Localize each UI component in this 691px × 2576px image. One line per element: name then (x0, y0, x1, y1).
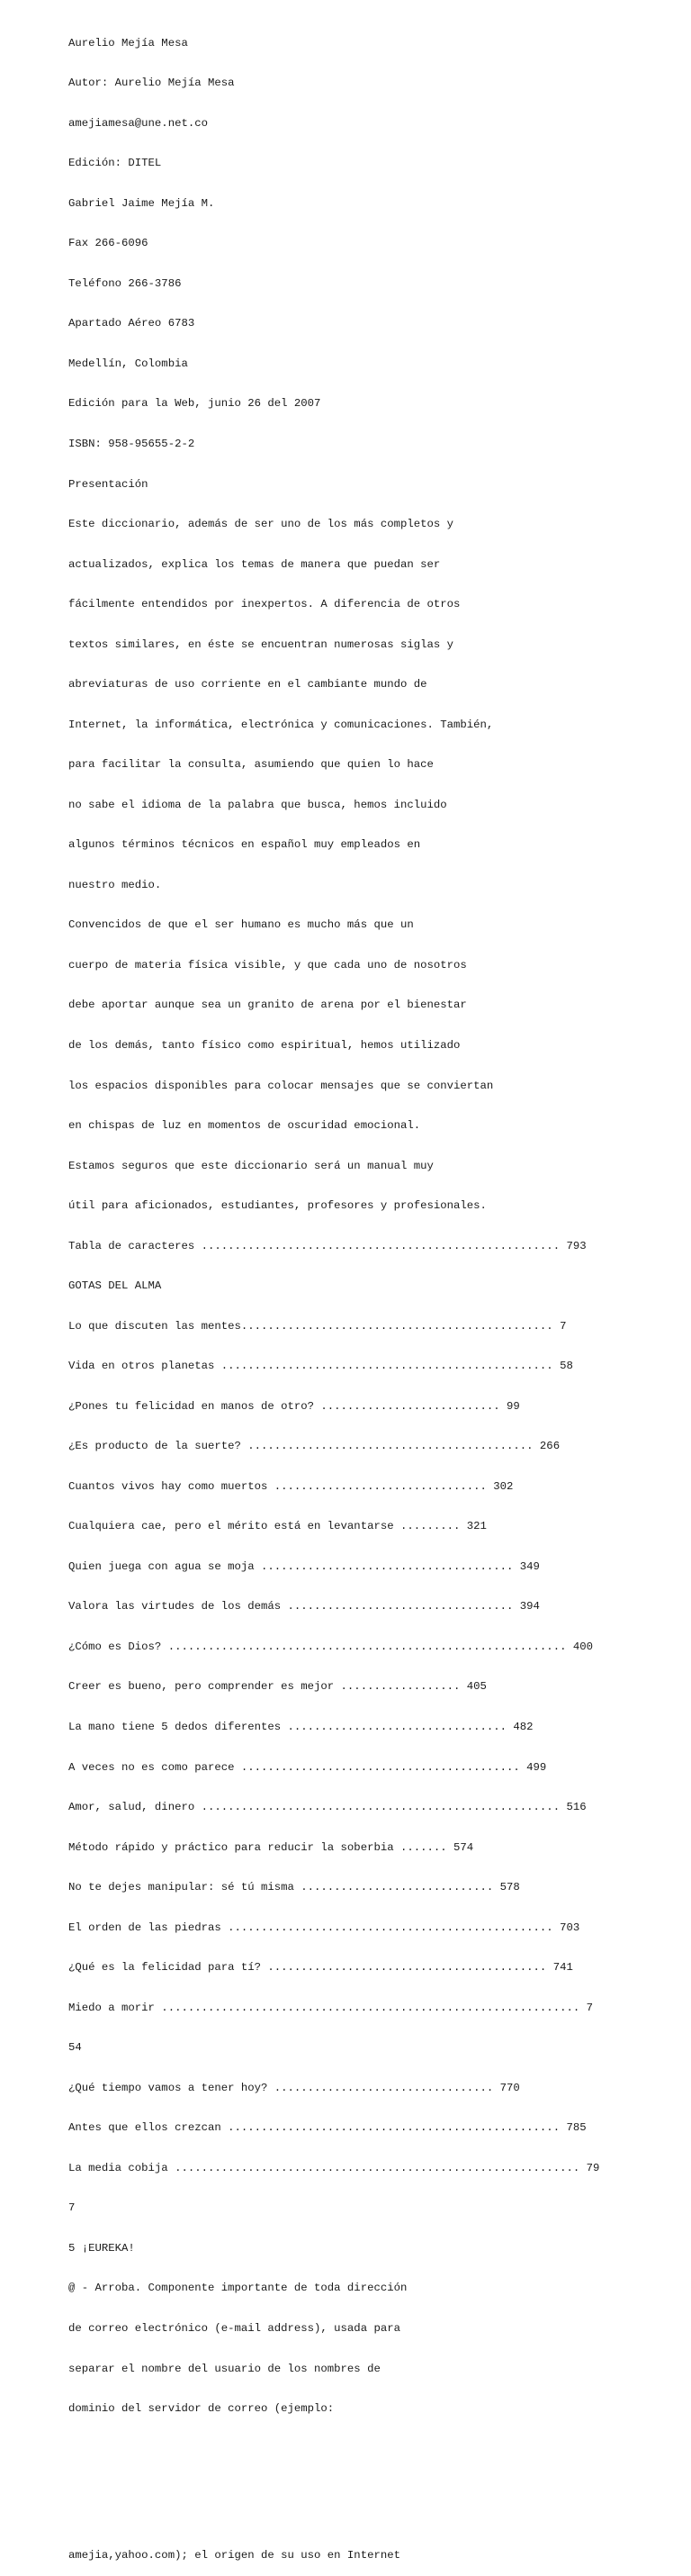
presentation-paragraph-line: de los demás, tanto físico como espiritual, hemos utilizado (68, 1038, 461, 1052)
toc-entry: Cuantos vivos hay como muertos ................................ 302 (68, 1479, 514, 1493)
toc-entry: El orden de las piedras ................................................. 703 (68, 1921, 580, 1934)
toc-entry: Quien juega con agua se moja ...................................... 349 (68, 1559, 540, 1573)
blank-gap (68, 2443, 680, 2523)
toc-entry: ¿Cómo es Dios? ............................................................ 400 (68, 1640, 593, 1653)
presentation-paragraph-line: debe aportar aunque sea un granito de arena por el bienestar (68, 999, 467, 1012)
presentation-paragraph-line: nuestro medio. (68, 878, 162, 891)
section-heading-gotas-del-alma: GOTAS DEL ALMA (68, 1279, 162, 1293)
edition-publisher: Edición: DITEL (68, 157, 162, 170)
presentation-paragraph-line: actualizados, explica los temas de manera que puedan ser (68, 557, 441, 571)
toc-entry: Antes que ellos crezcan .................................................. 785 (68, 2121, 587, 2135)
presentation-paragraph-line: Internet, la informática, electrónica y comunicaciones. También, (68, 718, 494, 731)
presentation-paragraph-line: Estamos seguros que este diccionario será un manual muy (68, 1159, 434, 1172)
toc-entry: ¿Pones tu felicidad en manos de otro? ........................... 99 (68, 1399, 520, 1413)
postal-box-line: Apartado Aéreo 6783 (68, 317, 195, 330)
section-heading-eureka: 5 ¡EUREKA! (68, 2241, 135, 2255)
presentation-paragraph-line: fácilmente entendidos por inexpertos. A diferencia de otros (68, 598, 461, 611)
toc-entry: Amor, salud, dinero ...................................................... 516 (68, 1801, 587, 1814)
toc-entry: La mano tiene 5 dedos diferentes ................................. 482 (68, 1721, 534, 1733)
city-line: Medellín, Colombia (68, 357, 188, 370)
dictionary-entry-line: separar el nombre del usuario de los nombres de (68, 2362, 381, 2375)
dictionary-entry-line: amejia,yahoo.com); el origen de su uso en Internet (68, 2549, 400, 2562)
section-heading-presentation: Presentación (68, 477, 148, 491)
web-edition-date: Edición para la Web, junio 26 del 2007 (68, 397, 321, 411)
toc-entry: ¿Qué es la felicidad para tí? .......................................... 741 (68, 1961, 573, 1975)
toc-entry: ¿Qué tiempo vamos a tener hoy? ................................. 770 (68, 2081, 520, 2094)
toc-entry-continuation: 7 (68, 2201, 76, 2215)
toc-entry: Miedo a morir ............................................................... 7 (68, 2001, 593, 2014)
dictionary-entry-line: de correo electrónico (e-mail address), usada para (68, 2321, 400, 2335)
document-title: Aurelio Mejía Mesa (68, 36, 188, 50)
isbn-line: ISBN: 958-95655-2-2 (68, 438, 195, 450)
toc-entry: No te dejes manipular: sé tú misma ............................. 578 (68, 1881, 520, 1894)
author-line: Autor: Aurelio Mejía Mesa (68, 77, 235, 90)
presentation-paragraph-line: cuerpo de materia física visible, y que cada uno de nosotros (68, 958, 467, 972)
toc-entry: Cualquiera cae, pero el mérito está en levantarse ......... 321 (68, 1520, 487, 1533)
presentation-paragraph-line: algunos términos técnicos en español muy empleados en (68, 838, 421, 852)
dictionary-entry-line: @ - Arroba. Componente importante de toda dirección (68, 2282, 408, 2295)
toc-entry: La media cobija ............................................................. 79 (68, 2161, 600, 2174)
fax-line: Fax 266-6096 (68, 237, 148, 250)
toc-entry: Vida en otros planetas .................................................. 58 (68, 1360, 573, 1373)
presentation-paragraph-line: en chispas de luz en momentos de oscuridad emocional. (68, 1119, 421, 1133)
dictionary-entry-line: dominio del servidor de correo (ejemplo: (68, 2402, 335, 2416)
toc-entry: A veces no es como parece .......................................... 499 (68, 1760, 547, 1774)
document-page (68, 10, 680, 2576)
presentation-paragraph-line: útil para aficionados, estudiantes, profesores y profesionales. (68, 1199, 487, 1213)
toc-entry: Tabla de caracteres ...................................................... 793 (68, 1239, 587, 1252)
presentation-paragraph-line: para facilitar la consulta, asumiendo que quien lo hace (68, 758, 434, 772)
publisher-contact-name: Gabriel Jaime Mejía M. (68, 196, 215, 210)
toc-entry: Creer es bueno, pero comprender es mejor .................. 405 (68, 1680, 487, 1694)
presentation-paragraph-line: los espacios disponibles para colocar mensajes que se conviertan (68, 1079, 494, 1092)
toc-entry-continuation: 54 (68, 2041, 82, 2055)
presentation-paragraph-line: Este diccionario, además de ser uno de los más completos y (68, 518, 454, 531)
presentation-paragraph-line: abreviaturas de uso corriente en el cambiante mundo de (68, 678, 427, 691)
toc-entry: Valora las virtudes de los demás .................................. 394 (68, 1600, 540, 1613)
toc-entry: ¿Es producto de la suerte? ........................................... 266 (68, 1440, 561, 1453)
presentation-paragraph-line: textos similares, en éste se encuentran numerosas siglas y (68, 637, 454, 651)
toc-entry: Método rápido y práctico para reducir la soberbia ....... 574 (68, 1840, 474, 1854)
author-email: amejiamesa@une.net.co (68, 116, 208, 130)
presentation-paragraph-line: Convencidos de que el ser humano es mucho más que un (68, 918, 414, 932)
toc-entry: Lo que discuten las mentes............................................... 7 (68, 1319, 567, 1333)
phone-line: Teléfono 266-3786 (68, 276, 182, 290)
presentation-paragraph-line: no sabe el idioma de la palabra que busca, hemos incluido (68, 798, 447, 811)
